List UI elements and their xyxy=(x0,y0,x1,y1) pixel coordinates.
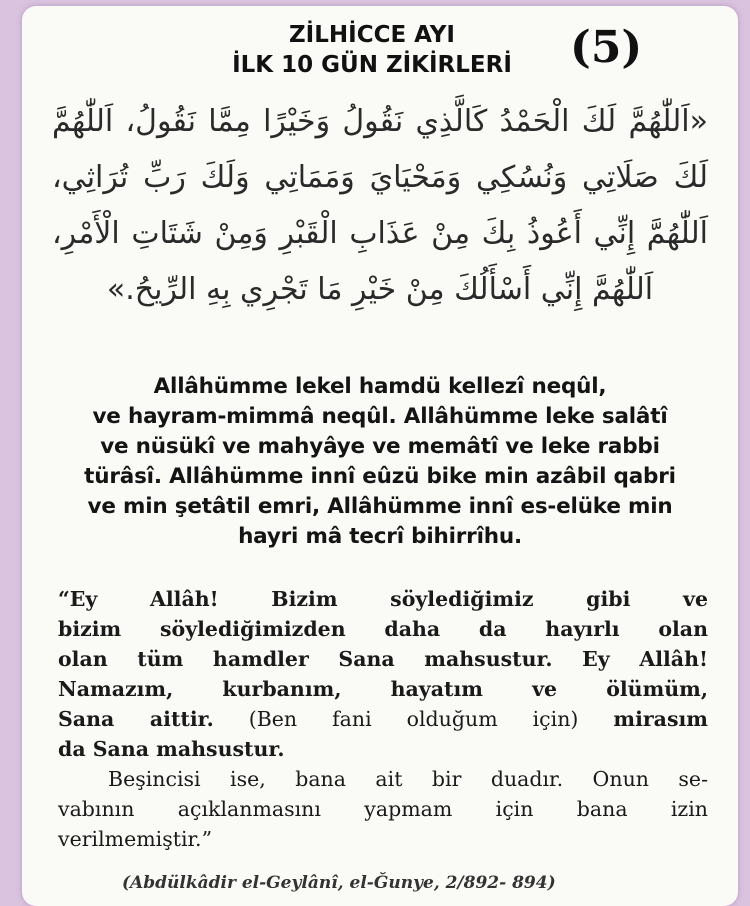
header xyxy=(22,16,738,86)
transliteration-line: türâsî. Allâhümme innî eûzü bike min azâbil qabri xyxy=(84,464,676,489)
transliteration-line: ve nüsükî ve mahyâye ve memâtî ve leke rabbi xyxy=(100,434,660,459)
source-citation: (Abdülkâdir el-Geylânî, el-Ğunye, 2/892- 894) xyxy=(122,873,556,893)
dhikr-number: (5) xyxy=(570,22,643,73)
transliteration-line: ve hayram-mimmâ neqûl. Allâhümme leke salâtî xyxy=(92,404,668,429)
arabic-dua-text: «اَللّٰهُمَّ لَكَ الْحَمْدُ كَالَّذِي نَقُولُ وَخَيْرًا مِمَّا نَقُولُ، اَللّٰهُمَّ لَكَ صَلَاتِي وَنُسُكِي وَمَحْيَايَ وَمَمَاتِي وَلَكَ رَبِّ تُرَاثِي، اَللّٰهُمَّ إِنِّي أَعُوذُ بِكَ مِنْ عَذَابِ الْقَبْرِ وَمِنْ شَتَاتِ الْأَمْرِ، اَللّٰهُمَّ إِنِّي أَسْأَلُكَ مِنْ خَيْرِ مَا تَجْرِي بِهِ الرِّيحُ.» xyxy=(52,104,708,307)
transliteration-block xyxy=(34,372,726,552)
translation-bold-part: Sana aittir. xyxy=(58,707,214,731)
transliteration-line: Allâhümme lekel hamdü kellezî neqûl, xyxy=(153,374,607,399)
commentary-line: Beşincisi ise, bana ait bir duadır. Onun se- xyxy=(108,767,708,791)
commentary-line: vabının açıklanmasını yapmam için bana izin xyxy=(58,797,708,821)
translation-line: “Ey Allâh! Bizim söylediğimiz gibi ve xyxy=(58,587,708,611)
commentary-line: verilmemiştir.” xyxy=(58,827,213,851)
transliteration-line: ve min şetâtil emri, Allâhümme innî es-elüke min xyxy=(87,494,673,519)
translation-parenthetical: (Ben fani olduğum için) xyxy=(213,707,614,731)
translation-bold-part: mirasım xyxy=(613,707,708,731)
title-line-1: ZİLHİCCE AYI xyxy=(289,22,455,48)
dua-card xyxy=(22,6,738,906)
translation-line-mixed xyxy=(58,704,708,734)
title-line-2: İLK 10 GÜN ZİKİRLERİ xyxy=(232,52,512,78)
translation-line: bizim söylediğimizden daha da hayırlı olan xyxy=(58,617,708,641)
translation-line: Namazım, kurbanım, hayatım ve ölümüm, xyxy=(58,677,708,701)
page-title xyxy=(172,20,572,80)
translation-block xyxy=(58,584,708,854)
translation-line: olan tüm hamdler Sana mahsustur. Ey Allâh! xyxy=(58,647,708,671)
translation-line: da Sana mahsustur. xyxy=(58,737,285,761)
transliteration-line: hayri mâ tecrî bihirrîhu. xyxy=(238,524,522,549)
